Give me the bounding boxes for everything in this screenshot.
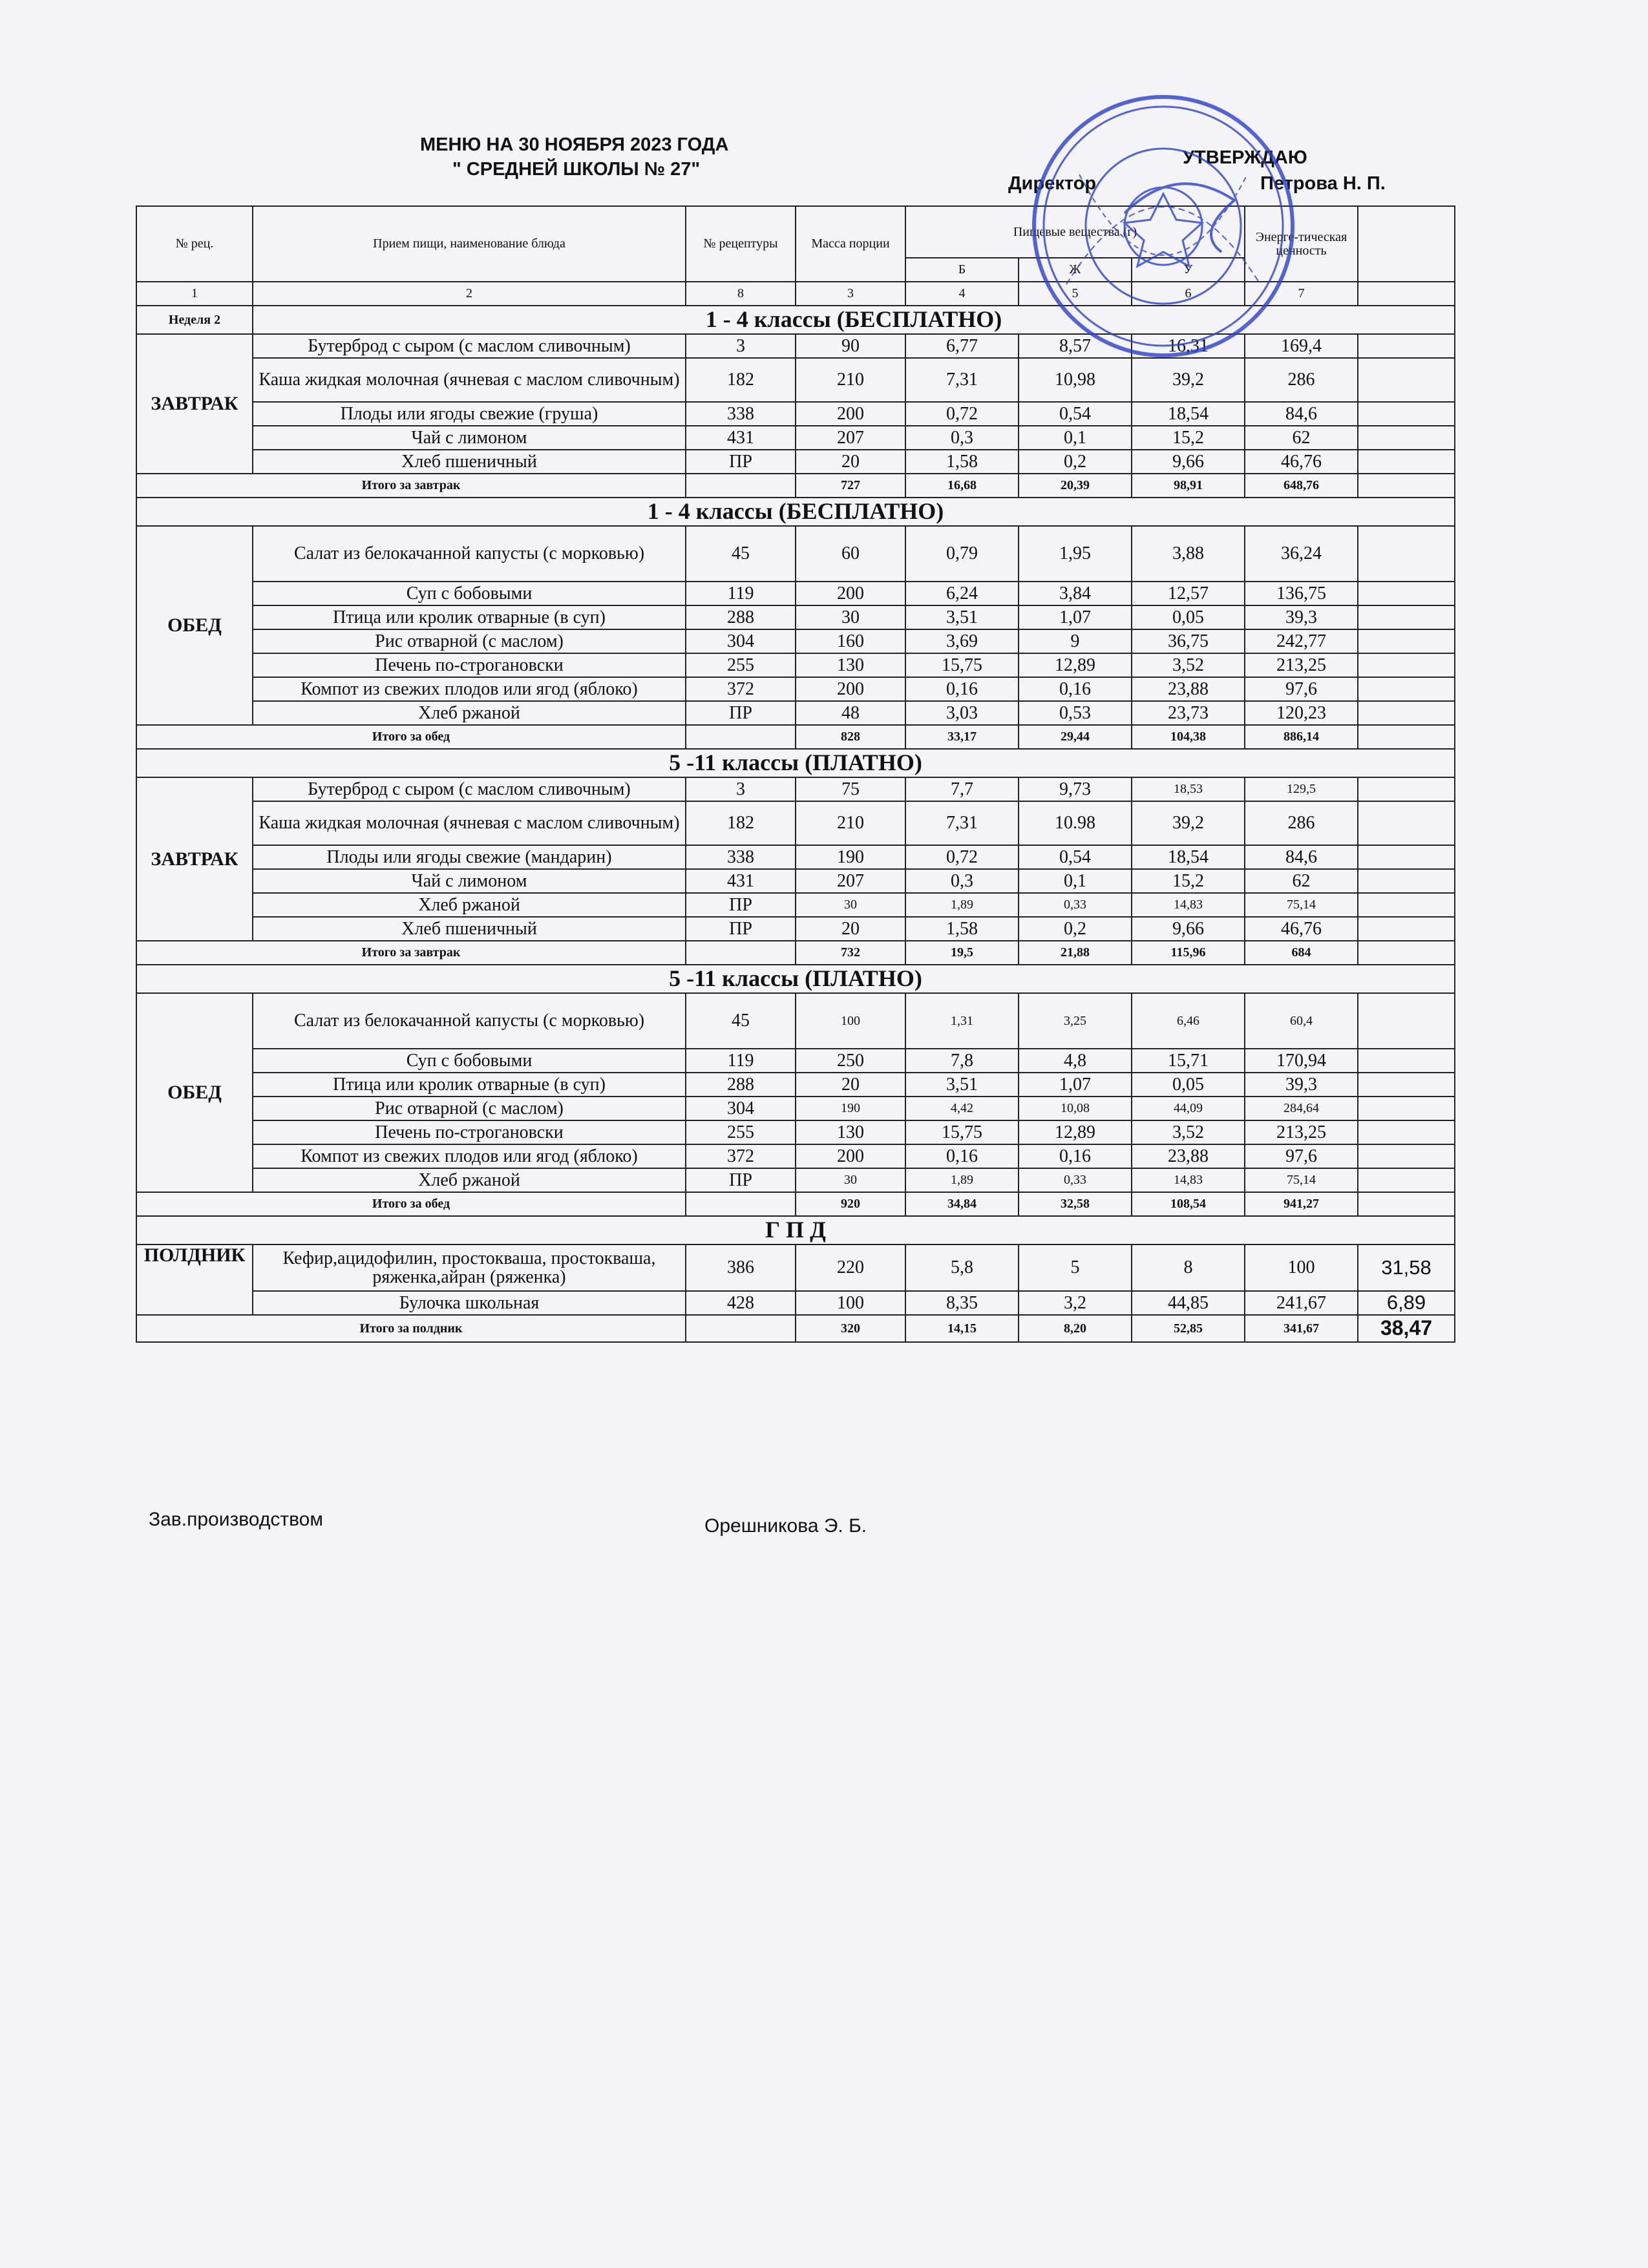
fat: 0,16 xyxy=(1019,677,1132,701)
carbs: 3,52 xyxy=(1132,1120,1245,1144)
carbs: 12,57 xyxy=(1132,582,1245,605)
carbs: 15,2 xyxy=(1132,426,1245,450)
meal-label: ЗАВТРАК xyxy=(136,777,253,941)
carbs: 6,46 xyxy=(1132,993,1245,1049)
recipe-number: 45 xyxy=(686,526,796,582)
section-title: 5 -11 классы (ПЛАТНО) xyxy=(136,965,1455,993)
total-label: Итого за полдник xyxy=(136,1315,686,1342)
recipe-number: 372 xyxy=(686,1144,796,1168)
director-name: Петрова Н. П. xyxy=(1260,173,1386,194)
total-label: Итого за обед xyxy=(136,725,686,749)
dish-name: Компот из свежих плодов или ягод (яблоко) xyxy=(253,1144,686,1168)
fat: 0,1 xyxy=(1019,426,1132,450)
total-protein: 33,17 xyxy=(905,725,1019,749)
energy: 84,6 xyxy=(1245,845,1358,869)
empty-cell xyxy=(1358,1049,1455,1073)
protein: 3,03 xyxy=(905,701,1019,725)
recipe-number: 3 xyxy=(686,334,796,358)
empty-cell xyxy=(1358,893,1455,917)
carbs: 23,73 xyxy=(1132,701,1245,725)
page-subtitle: " СРЕДНЕЙ ШКОЛЫ № 27" xyxy=(452,159,701,180)
energy: 129,5 xyxy=(1245,777,1358,801)
dish-name: Птица или кролик отварные (в суп) xyxy=(253,1073,686,1097)
empty-cell xyxy=(1358,629,1455,653)
portion-mass: 210 xyxy=(796,801,905,845)
fat: 0,2 xyxy=(1019,450,1132,474)
empty-cell xyxy=(1358,402,1455,426)
energy: 136,75 xyxy=(1245,582,1358,605)
protein: 0,3 xyxy=(905,869,1019,893)
protein: 6,24 xyxy=(905,582,1019,605)
recipe-number: 3 xyxy=(686,777,796,801)
fat: 0,33 xyxy=(1019,893,1132,917)
fat: 3,84 xyxy=(1019,582,1132,605)
fat: 10,08 xyxy=(1019,1097,1132,1120)
energy: 46,76 xyxy=(1245,917,1358,941)
carbs: 9,66 xyxy=(1132,450,1245,474)
portion-mass: 250 xyxy=(796,1049,905,1073)
protein: 0,3 xyxy=(905,426,1019,450)
carbs: 3,52 xyxy=(1132,653,1245,677)
energy: 286 xyxy=(1245,358,1358,402)
fat: 9 xyxy=(1019,629,1132,653)
energy: 213,25 xyxy=(1245,653,1358,677)
col-num-header: № рец. xyxy=(136,206,253,282)
col-b-header: Б xyxy=(905,258,1019,282)
empty-cell xyxy=(1358,605,1455,629)
dish-name: Рис отварной (с маслом) xyxy=(253,629,686,653)
empty-cell xyxy=(1358,1097,1455,1120)
col-u-header: У xyxy=(1132,258,1245,282)
production-manager-name: Орешникова Э. Б. xyxy=(704,1515,867,1537)
fat: 5 xyxy=(1019,1244,1132,1291)
portion-mass: 20 xyxy=(796,1073,905,1097)
portion-mass: 130 xyxy=(796,653,905,677)
energy: 75,14 xyxy=(1245,1168,1358,1192)
portion-mass: 130 xyxy=(796,1120,905,1144)
carbs: 0,05 xyxy=(1132,605,1245,629)
section-title: 1 - 4 классы (БЕСПЛАТНО) xyxy=(253,306,1455,334)
total-carbs: 108,54 xyxy=(1132,1192,1245,1216)
energy: 170,94 xyxy=(1245,1049,1358,1073)
empty-cell xyxy=(1358,653,1455,677)
dish-name: Бутерброд с сыром (с маслом сливочным) xyxy=(253,777,686,801)
empty-cell xyxy=(1358,1192,1455,1216)
portion-mass: 20 xyxy=(796,450,905,474)
recipe-number: 182 xyxy=(686,801,796,845)
energy: 213,25 xyxy=(1245,1120,1358,1144)
total-fat: 8,20 xyxy=(1019,1315,1132,1342)
total-label: Итого за завтрак xyxy=(136,941,686,965)
total-energy: 684 xyxy=(1245,941,1358,965)
empty-cell xyxy=(1358,869,1455,893)
protein: 1,58 xyxy=(905,917,1019,941)
recipe-number: ПР xyxy=(686,450,796,474)
fat: 0,54 xyxy=(1019,845,1132,869)
total-label: Итого за завтрак xyxy=(136,474,686,498)
empty-cell xyxy=(1358,845,1455,869)
energy: 241,67 xyxy=(1245,1291,1358,1315)
empty-cell xyxy=(1358,701,1455,725)
empty-cell xyxy=(1358,777,1455,801)
dish-name: Хлеб ржаной xyxy=(253,1168,686,1192)
portion-mass: 200 xyxy=(796,677,905,701)
fat: 1,07 xyxy=(1019,1073,1132,1097)
protein: 7,31 xyxy=(905,801,1019,845)
fat: 0,16 xyxy=(1019,1144,1132,1168)
empty-cell xyxy=(686,941,796,965)
col-energy-header: Энерге-тическая ценность xyxy=(1245,206,1358,282)
portion-mass: 220 xyxy=(796,1244,905,1291)
recipe-number: 288 xyxy=(686,605,796,629)
dish-name: Суп с бобовыми xyxy=(253,582,686,605)
empty-cell xyxy=(1358,1073,1455,1097)
total-label: Итого за обед xyxy=(136,1192,686,1216)
energy: 46,76 xyxy=(1245,450,1358,474)
empty-cell xyxy=(1358,993,1455,1049)
carbs: 16,31 xyxy=(1132,334,1245,358)
portion-mass: 100 xyxy=(796,1291,905,1315)
carbs: 14,83 xyxy=(1132,893,1245,917)
fat: 1,95 xyxy=(1019,526,1132,582)
total-carbs: 104,38 xyxy=(1132,725,1245,749)
recipe-number: 338 xyxy=(686,845,796,869)
recipe-number: ПР xyxy=(686,1168,796,1192)
col-recipe-header: № рецептуры xyxy=(686,206,796,282)
dish-name: Плоды или ягоды свежие (груша) xyxy=(253,402,686,426)
portion-mass: 210 xyxy=(796,358,905,402)
portion-mass: 160 xyxy=(796,629,905,653)
dish-name: Рис отварной (с маслом) xyxy=(253,1097,686,1120)
fat: 0,33 xyxy=(1019,1168,1132,1192)
col-dish-header: Прием пищи, наименование блюда xyxy=(253,206,686,282)
dish-name: Чай с лимоном xyxy=(253,869,686,893)
total-mass: 727 xyxy=(796,474,905,498)
dish-name: Птица или кролик отварные (в суп) xyxy=(253,605,686,629)
total-carbs: 98,91 xyxy=(1132,474,1245,498)
protein: 8,35 xyxy=(905,1291,1019,1315)
fat: 0,54 xyxy=(1019,402,1132,426)
empty-cell xyxy=(1358,582,1455,605)
col-number: 4 xyxy=(905,282,1019,306)
portion-mass: 100 xyxy=(796,993,905,1049)
recipe-number: 428 xyxy=(686,1291,796,1315)
fat: 12,89 xyxy=(1019,653,1132,677)
carbs: 18,54 xyxy=(1132,402,1245,426)
protein: 0,16 xyxy=(905,1144,1019,1168)
approval-label: УТВЕРЖДАЮ xyxy=(1183,147,1307,168)
total-carbs: 115,96 xyxy=(1132,941,1245,965)
carbs: 9,66 xyxy=(1132,917,1245,941)
protein: 7,31 xyxy=(905,358,1019,402)
portion-mass: 207 xyxy=(796,869,905,893)
empty-cell xyxy=(1358,206,1455,282)
portion-mass: 30 xyxy=(796,1168,905,1192)
fat: 12,89 xyxy=(1019,1120,1132,1144)
recipe-number: 304 xyxy=(686,1097,796,1120)
director-label: Директор xyxy=(1008,173,1097,194)
energy: 169,4 xyxy=(1245,334,1358,358)
protein: 0,79 xyxy=(905,526,1019,582)
fat: 9,73 xyxy=(1019,777,1132,801)
empty-cell xyxy=(1358,941,1455,965)
recipe-number: 288 xyxy=(686,1073,796,1097)
protein: 6,77 xyxy=(905,334,1019,358)
col-mass-header: Масса порции xyxy=(796,206,905,282)
total-energy: 886,14 xyxy=(1245,725,1358,749)
energy: 97,6 xyxy=(1245,677,1358,701)
week-label: Неделя 2 xyxy=(136,306,253,334)
energy: 39,3 xyxy=(1245,605,1358,629)
dish-name: Кефир,ацидофилин, простокваша, простокваша, ряженка,айран (ряженка) xyxy=(253,1244,686,1291)
carbs: 15,71 xyxy=(1132,1049,1245,1073)
energy: 62 xyxy=(1245,426,1358,450)
portion-mass: 20 xyxy=(796,917,905,941)
fat: 1,07 xyxy=(1019,605,1132,629)
carbs: 44,09 xyxy=(1132,1097,1245,1120)
dish-name: Салат из белокачанной капусты (с морковью) xyxy=(253,526,686,582)
portion-mass: 75 xyxy=(796,777,905,801)
dish-name: Хлеб ржаной xyxy=(253,893,686,917)
energy: 286 xyxy=(1245,801,1358,845)
section-title: 1 - 4 классы (БЕСПЛАТНО) xyxy=(136,498,1455,526)
protein: 1,89 xyxy=(905,1168,1019,1192)
portion-mass: 190 xyxy=(796,1097,905,1120)
energy: 242,77 xyxy=(1245,629,1358,653)
col-number: 3 xyxy=(796,282,905,306)
carbs: 23,88 xyxy=(1132,1144,1245,1168)
empty-cell xyxy=(1358,426,1455,450)
carbs: 3,88 xyxy=(1132,526,1245,582)
protein: 3,51 xyxy=(905,605,1019,629)
energy: 84,6 xyxy=(1245,402,1358,426)
recipe-number: 255 xyxy=(686,1120,796,1144)
empty-cell xyxy=(1358,677,1455,701)
carbs: 23,88 xyxy=(1132,677,1245,701)
portion-mass: 200 xyxy=(796,582,905,605)
empty-cell xyxy=(1358,1168,1455,1192)
fat: 10.98 xyxy=(1019,801,1132,845)
total-fat: 21,88 xyxy=(1019,941,1132,965)
total-mass: 320 xyxy=(796,1315,905,1342)
fat: 10,98 xyxy=(1019,358,1132,402)
energy: 36,24 xyxy=(1245,526,1358,582)
carbs: 15,2 xyxy=(1132,869,1245,893)
total-energy: 341,67 xyxy=(1245,1315,1358,1342)
energy: 97,6 xyxy=(1245,1144,1358,1168)
section-title: 5 -11 классы (ПЛАТНО) xyxy=(136,749,1455,777)
protein: 7,7 xyxy=(905,777,1019,801)
protein: 4,42 xyxy=(905,1097,1019,1120)
empty-cell xyxy=(686,725,796,749)
total-energy: 941,27 xyxy=(1245,1192,1358,1216)
portion-mass: 200 xyxy=(796,1144,905,1168)
portion-mass: 207 xyxy=(796,426,905,450)
dish-name: Салат из белокачанной капусты (с морковью) xyxy=(253,993,686,1049)
empty-cell xyxy=(1358,1120,1455,1144)
fat: 0,53 xyxy=(1019,701,1132,725)
meal-label: ОБЕД xyxy=(136,526,253,725)
official-stamp-seal xyxy=(1028,90,1299,362)
carbs: 0,05 xyxy=(1132,1073,1245,1097)
protein: 1,31 xyxy=(905,993,1019,1049)
energy: 120,23 xyxy=(1245,701,1358,725)
portion-mass: 30 xyxy=(796,893,905,917)
recipe-number: 431 xyxy=(686,869,796,893)
dish-name: Хлеб пшеничный xyxy=(253,450,686,474)
total-protein: 14,15 xyxy=(905,1315,1019,1342)
dish-name: Каша жидкая молочная (ячневая с маслом сливочным) xyxy=(253,801,686,845)
empty-cell xyxy=(1358,358,1455,402)
empty-cell xyxy=(686,1192,796,1216)
protein: 1,89 xyxy=(905,893,1019,917)
energy: 75,14 xyxy=(1245,893,1358,917)
portion-mass: 60 xyxy=(796,526,905,582)
empty-cell xyxy=(1358,725,1455,749)
fat: 4,8 xyxy=(1019,1049,1132,1073)
dish-name: Хлеб пшеничный xyxy=(253,917,686,941)
dish-name: Печень по-строгановски xyxy=(253,1120,686,1144)
empty-cell xyxy=(1358,526,1455,582)
portion-mass: 30 xyxy=(796,605,905,629)
protein: 0,16 xyxy=(905,677,1019,701)
total-energy: 648,76 xyxy=(1245,474,1358,498)
recipe-number: 119 xyxy=(686,1049,796,1073)
empty-cell xyxy=(1358,450,1455,474)
energy: 100 xyxy=(1245,1244,1358,1291)
portion-mass: 90 xyxy=(796,334,905,358)
fat: 8,57 xyxy=(1019,334,1132,358)
energy: 60,4 xyxy=(1245,993,1358,1049)
carbs: 44,85 xyxy=(1132,1291,1245,1315)
empty-cell xyxy=(1358,474,1455,498)
col-number: 8 xyxy=(686,282,796,306)
col-number: 5 xyxy=(1019,282,1132,306)
production-manager-label: Зав.производством xyxy=(149,1509,323,1530)
dish-name: Печень по-строгановски xyxy=(253,653,686,677)
protein: 7,8 xyxy=(905,1049,1019,1073)
protein: 15,75 xyxy=(905,1120,1019,1144)
col-number: 6 xyxy=(1132,282,1245,306)
carbs: 36,75 xyxy=(1132,629,1245,653)
recipe-number: 372 xyxy=(686,677,796,701)
total-fat: 32,58 xyxy=(1019,1192,1132,1216)
menu-table xyxy=(136,205,1455,1343)
protein: 3,51 xyxy=(905,1073,1019,1097)
dish-name: Чай с лимоном xyxy=(253,426,686,450)
total-carbs: 52,85 xyxy=(1132,1315,1245,1342)
empty-cell xyxy=(686,474,796,498)
col-number: 7 xyxy=(1245,282,1358,306)
total-fat: 29,44 xyxy=(1019,725,1132,749)
extra-value: 31,58 xyxy=(1358,1244,1455,1291)
empty-cell xyxy=(1358,801,1455,845)
fat: 3,2 xyxy=(1019,1291,1132,1315)
dish-name: Суп с бобовыми xyxy=(253,1049,686,1073)
portion-mass: 200 xyxy=(796,402,905,426)
total-mass: 732 xyxy=(796,941,905,965)
portion-mass: 190 xyxy=(796,845,905,869)
recipe-number: 45 xyxy=(686,993,796,1049)
recipe-number: 182 xyxy=(686,358,796,402)
empty-cell xyxy=(1358,917,1455,941)
protein: 3,69 xyxy=(905,629,1019,653)
protein: 0,72 xyxy=(905,845,1019,869)
recipe-number: 255 xyxy=(686,653,796,677)
col-number: 1 xyxy=(136,282,253,306)
total-mass: 828 xyxy=(796,725,905,749)
total-mass: 920 xyxy=(796,1192,905,1216)
dish-name: Компот из свежих плодов или ягод (яблоко) xyxy=(253,677,686,701)
energy: 284,64 xyxy=(1245,1097,1358,1120)
empty-cell xyxy=(1358,282,1455,306)
empty-cell xyxy=(1358,334,1455,358)
energy: 39,3 xyxy=(1245,1073,1358,1097)
carbs: 18,54 xyxy=(1132,845,1245,869)
carbs: 18,53 xyxy=(1132,777,1245,801)
carbs: 8 xyxy=(1132,1244,1245,1291)
portion-mass: 48 xyxy=(796,701,905,725)
col-nutrients-header: Пищевые вещества (г) xyxy=(905,206,1245,258)
protein: 5,8 xyxy=(905,1244,1019,1291)
total-protein: 19,5 xyxy=(905,941,1019,965)
total-fat: 20,39 xyxy=(1019,474,1132,498)
recipe-number: 431 xyxy=(686,426,796,450)
protein: 0,72 xyxy=(905,402,1019,426)
page-title: МЕНЮ НА 30 НОЯБРЯ 2023 ГОДА xyxy=(420,134,729,155)
carbs: 14,83 xyxy=(1132,1168,1245,1192)
protein: 1,58 xyxy=(905,450,1019,474)
section-title: Г П Д xyxy=(136,1216,1455,1244)
meal-label: ЗАВТРАК xyxy=(136,334,253,474)
recipe-number: ПР xyxy=(686,701,796,725)
recipe-number: ПР xyxy=(686,893,796,917)
energy: 62 xyxy=(1245,869,1358,893)
empty-cell xyxy=(1358,1144,1455,1168)
dish-name: Плоды или ягоды свежие (мандарин) xyxy=(253,845,686,869)
carbs: 39,2 xyxy=(1132,801,1245,845)
carbs: 39,2 xyxy=(1132,358,1245,402)
extra-value: 6,89 xyxy=(1358,1291,1455,1315)
recipe-number: 386 xyxy=(686,1244,796,1291)
dish-name: Булочка школьная xyxy=(253,1291,686,1315)
dish-name: Бутерброд с сыром (с маслом сливочным) xyxy=(253,334,686,358)
total-protein: 16,68 xyxy=(905,474,1019,498)
recipe-number: 338 xyxy=(686,402,796,426)
meal-label: ОБЕД xyxy=(136,993,253,1192)
fat: 3,25 xyxy=(1019,993,1132,1049)
recipe-number: 304 xyxy=(686,629,796,653)
col-number: 2 xyxy=(253,282,686,306)
fat: 0,1 xyxy=(1019,869,1132,893)
col-zh-header: Ж xyxy=(1019,258,1132,282)
dish-name: Хлеб ржаной xyxy=(253,701,686,725)
dish-name: Каша жидкая молочная (ячневая с маслом сливочным) xyxy=(253,358,686,402)
empty-cell xyxy=(686,1315,796,1342)
recipe-number: ПР xyxy=(686,917,796,941)
total-protein: 34,84 xyxy=(905,1192,1019,1216)
recipe-number: 119 xyxy=(686,582,796,605)
fat: 0,2 xyxy=(1019,917,1132,941)
total-extra: 38,47 xyxy=(1358,1315,1455,1342)
protein: 15,75 xyxy=(905,653,1019,677)
meal-label: ПОЛДНИК xyxy=(136,1244,253,1315)
